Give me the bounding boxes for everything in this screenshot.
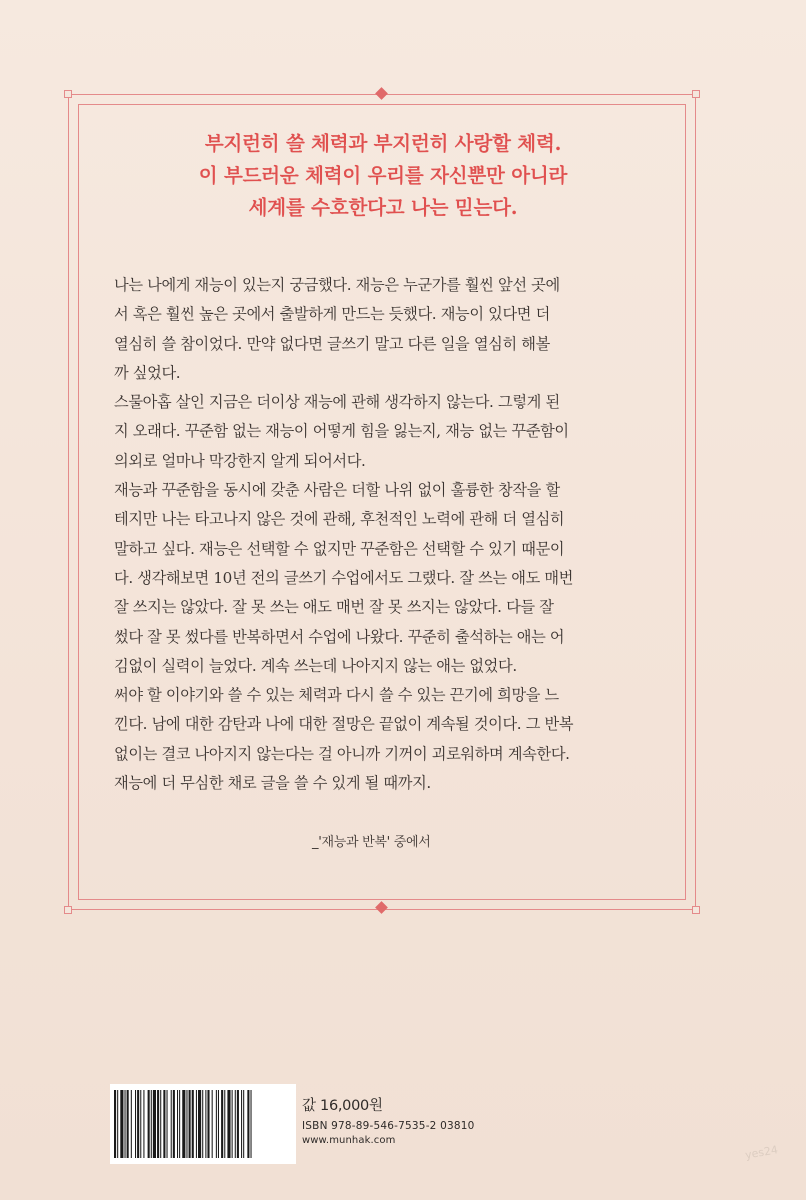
barcode-bar	[205, 1090, 206, 1158]
body-line: 열심히 쓸 참이었다. 만약 없다면 글쓰기 말고 다른 일을 열심히 해볼	[114, 334, 550, 353]
barcode-bar	[224, 1090, 225, 1158]
barcode-bar	[186, 1090, 187, 1158]
body-line: 낀다. 남에 대한 감탄과 나에 대한 절망은 끝없이 계속될 것이다. 그 반복	[114, 715, 574, 734]
barcode-bar	[235, 1090, 236, 1158]
barcode-bar	[153, 1090, 156, 1158]
barcode-bar	[114, 1090, 116, 1158]
barcode-bar	[251, 1090, 252, 1158]
barcode-bar	[221, 1090, 223, 1158]
excerpt-source: _'재능과 반복' 중에서	[312, 835, 431, 850]
body-line: 스물아홉 살인 지금은 더이상 재능에 관해 생각하지 않는다. 그렇게 된	[114, 393, 560, 412]
body-line: 김없이 실력이 늘었다. 계속 쓰는데 나아지지 않는 애는 없었다.	[114, 656, 517, 675]
frame-corner-ornament	[692, 90, 700, 98]
barcode-bar	[148, 1090, 150, 1158]
barcode-bar	[125, 1090, 126, 1158]
barcode-bar	[232, 1090, 233, 1158]
barcode-bar	[237, 1090, 239, 1158]
barcode-bar	[182, 1090, 185, 1158]
barcode-bar	[173, 1090, 175, 1158]
barcode-bar	[177, 1090, 178, 1158]
highlight-quote	[100, 128, 666, 224]
watermark-stamp: yes24	[744, 1143, 779, 1162]
barcode-bar	[140, 1090, 141, 1158]
frame-corner-ornament	[692, 906, 700, 914]
barcode-bar	[151, 1090, 152, 1158]
body-line: 썼다 잘 못 썼다를 반복하면서 수업에 나왔다. 꾸준히 출석하는 애는 어	[114, 627, 565, 646]
barcode-bar	[218, 1090, 219, 1158]
barcode-bar	[247, 1090, 249, 1158]
barcode-bar	[207, 1090, 209, 1158]
body-line: 재능에 더 무심한 채로 글을 쓸 수 있게 될 때까지.	[114, 774, 431, 793]
barcode-bar	[198, 1090, 201, 1158]
barcode-bar	[192, 1090, 194, 1158]
barcode-bar	[243, 1090, 244, 1158]
barcode-bar	[131, 1090, 132, 1158]
quote-line: 부지런히 쓸 체력과 부지런히 사랑할 체력.	[204, 132, 562, 155]
barcode-bar	[202, 1090, 203, 1158]
quote-line: 이 부드러운 체력이 우리를 자신뿐만 아니라	[198, 164, 568, 187]
body-line: 잘 쓰지는 않았다. 잘 못 쓰는 애도 매번 잘 못 쓰지는 않았다. 다들 잘	[114, 598, 554, 617]
barcode-bar	[167, 1090, 168, 1158]
barcode-bar	[163, 1090, 165, 1158]
body-line: 없이는 결코 나아지지 않는다는 걸 아니까 기꺼이 괴로워하며 계속한다.	[114, 744, 570, 763]
body-line: 다. 생각해보면 10년 전의 글쓰기 수업에서도 그랬다. 잘 쓰는 애도 매번	[114, 568, 574, 587]
publisher-url: www.munhak.com	[302, 1135, 396, 1146]
body-line: 지 오래다. 꾸준함 없는 재능이 어떻게 힘을 잃는지, 재능 없는 꾸준함이	[114, 422, 569, 441]
body-line: 서 혹은 훨씬 높은 곳에서 출발하게 만드는 듯했다. 재능이 있다면 더	[114, 305, 550, 324]
body-line: 써야 할 이야기와 쓸 수 있는 체력과 다시 쓸 수 있는 끈기에 희망을 느	[114, 686, 559, 705]
price-isbn-block	[302, 1094, 475, 1146]
barcode-graphic	[114, 1090, 292, 1158]
barcode-bar	[157, 1090, 159, 1158]
barcode-bar	[189, 1090, 191, 1158]
frame-corner-ornament	[64, 906, 72, 914]
body-line: 재능과 꾸준함을 동시에 갖춘 사람은 더할 나위 없이 훌륭한 창작을 할	[114, 481, 560, 500]
barcode-bar	[120, 1090, 123, 1158]
quote-line: 세계를 수호한다고 나는 믿는다.	[248, 196, 518, 219]
barcode-bar	[127, 1090, 129, 1158]
price-label: 값 16,000원	[302, 1098, 383, 1114]
barcode-bar	[212, 1090, 213, 1158]
barcode-bar	[171, 1090, 172, 1158]
barcode-bar	[160, 1090, 161, 1158]
barcode-bar	[196, 1090, 197, 1158]
barcode-bar	[179, 1090, 180, 1158]
barcode-bar	[137, 1090, 139, 1158]
barcode-bar	[117, 1090, 118, 1158]
isbn-number: ISBN 978-89-546-7535-2 03810	[302, 1120, 475, 1132]
body-line: 의외로 얼마나 막강한지 알게 되어서다.	[114, 451, 366, 470]
barcode-bar	[216, 1090, 217, 1158]
body-line: 까 싶었다.	[114, 363, 181, 382]
body-line: 말하고 싶다. 재능은 선택할 수 없지만 꾸준함은 선택할 수 있기 때문이	[114, 539, 565, 558]
barcode-bar	[227, 1090, 230, 1158]
excerpt-body	[114, 271, 654, 798]
body-line: 나는 나에게 재능이 있는지 궁금했다. 재능은 누군가를 훨씬 앞선 곳에	[114, 276, 560, 294]
barcode-bar	[143, 1090, 144, 1158]
frame-corner-ornament	[64, 90, 72, 98]
body-line: 테지만 나는 타고나지 않은 것에 관해, 후천적인 노력에 관해 더 열심히	[114, 510, 565, 529]
barcode-bar	[135, 1090, 136, 1158]
barcode-bar	[241, 1090, 242, 1158]
isbn-barcode	[110, 1084, 296, 1164]
